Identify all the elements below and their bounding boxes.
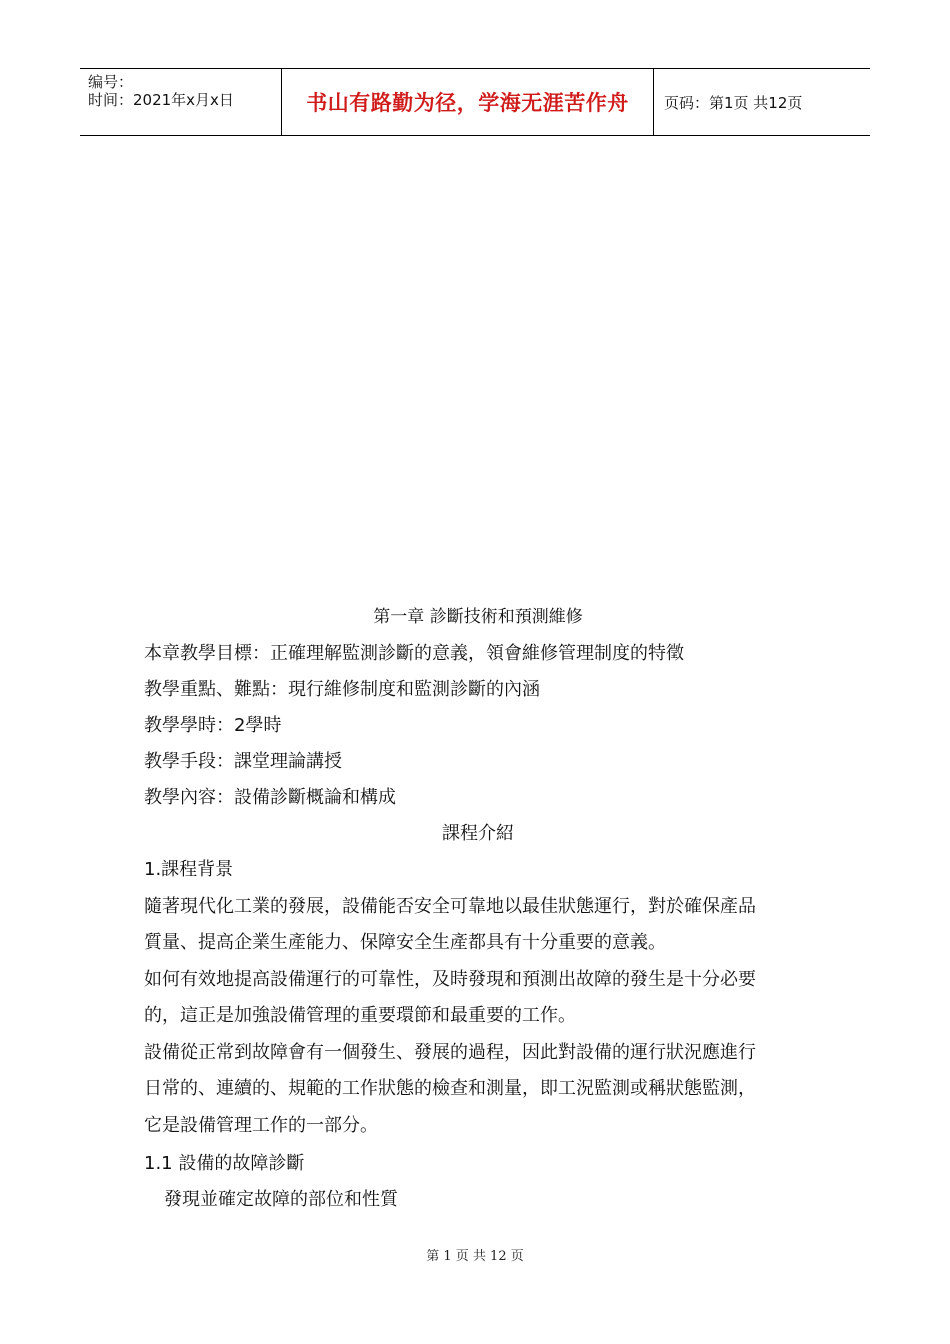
code-label: 编号： (88, 73, 134, 91)
document-header (80, 68, 870, 136)
motto-text: 书山有路勤为径，学海无涯苦作舟 (306, 90, 629, 115)
section-1-1-heading: 1.1 設備的故障診斷 (144, 1153, 305, 1174)
objective-line: 本章教學目標：正確理解監測診斷的意義，領會維修管理制度的特徵 (144, 643, 684, 664)
key-points-line: 教學重點、難點：現行維修制度和監測診斷的內涵 (144, 679, 540, 700)
paragraph-2-line-2: 的，這正是加強設備管理的重要環節和最重要的工作。 (144, 1005, 576, 1026)
section-1-heading: 1.課程背景 (144, 859, 234, 880)
content-line: 教學內容：設備診斷概論和構成 (144, 787, 396, 808)
paragraph-3-line-1: 設備從正常到故障會有一個發生、發展的過程，因此對設備的運行狀況應進行 (144, 1042, 756, 1063)
method-line: 教學手段：課堂理論講授 (144, 751, 342, 772)
header-motto-cell (282, 69, 654, 135)
header-page-cell (654, 69, 870, 135)
paragraph-2-line-1: 如何有效地提高設備運行的可靠性，及時發現和預測出故障的發生是十分必要 (144, 969, 756, 990)
paragraph-1-line-2: 質量、提高企業生產能力、保障安全生產都具有十分重要的意義。 (144, 932, 666, 953)
chapter-title: 第一章 診斷技術和預測維修 (373, 607, 583, 627)
paragraph-3-line-2: 日常的、連續的、規範的工作狀態的檢查和測量，即工況監測或稱狀態監測， (144, 1078, 756, 1099)
paragraph-1-line-1: 隨著現代化工業的發展，設備能否安全可靠地以最佳狀態運行，對於確保產品 (144, 896, 756, 917)
header-left-cell (80, 69, 282, 135)
date-label: 时间：2021年x月x日 (88, 91, 234, 109)
hours-line: 教學學時：2學時 (144, 715, 282, 736)
section-title: 課程介紹 (442, 823, 514, 844)
page-info: 页码：第1页 共12页 (664, 93, 803, 112)
sub-text: 發現並確定故障的部位和性質 (164, 1189, 398, 1210)
page-footer: 第 1 页 共 12 页 (426, 1249, 524, 1264)
paragraph-3-line-3: 它是設備管理工作的一部分。 (144, 1115, 378, 1136)
